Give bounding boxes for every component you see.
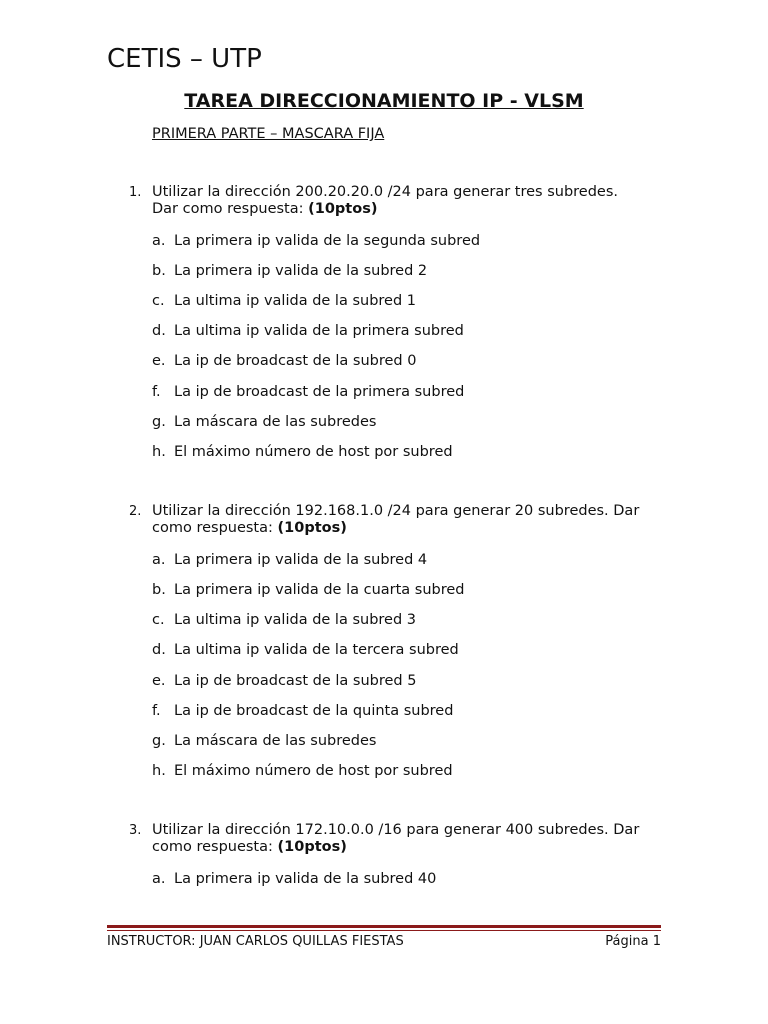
item-text: La primera ip valida de la subred 4 [174, 552, 428, 568]
item-text: La primera ip valida de la segunda subred [174, 233, 481, 249]
item-letter: g. [152, 733, 166, 749]
item-letter: h. [152, 444, 166, 460]
question-line-1: Utilizar la dirección 192.168.1.0 /24 para generar 20 subredes. Dar [152, 503, 640, 519]
item-text: La máscara de las subredes [174, 733, 377, 749]
item-text: La ultima ip valida de la subred 1 [174, 293, 416, 309]
item-letter: f. [152, 384, 161, 400]
item-letter: h. [152, 763, 166, 779]
document-title: TAREA DIRECCIONAMIENTO IP - VLSM [184, 90, 584, 112]
question-line-2: Dar como respuesta: [152, 201, 304, 217]
item-letter: b. [152, 263, 166, 279]
question-line-1: Utilizar la dirección 200.20.20.0 /24 para generar tres subredes. [152, 184, 619, 200]
footer-page-number: Página 1 [605, 934, 661, 949]
item-letter: a. [152, 871, 166, 887]
item-text: La ultima ip valida de la tercera subred [174, 642, 459, 658]
item-letter: e. [152, 353, 166, 369]
item-text: La ultima ip valida de la subred 3 [174, 612, 416, 628]
item-letter: a. [152, 233, 166, 249]
item-letter: a. [152, 552, 166, 568]
item-text: La máscara de las subredes [174, 414, 377, 430]
item-text: La ip de broadcast de la subred 0 [174, 353, 417, 369]
question-text [152, 822, 672, 856]
item-text: La ip de broadcast de la subred 5 [174, 673, 417, 689]
item-letter: c. [152, 612, 165, 628]
question-line-2: como respuesta: [152, 520, 278, 536]
footer-rule-thin [107, 930, 661, 931]
header-title: CETIS – UTP [107, 44, 262, 74]
item-text: La primera ip valida de la subred 2 [174, 263, 428, 279]
item-letter: e. [152, 673, 166, 689]
item-letter: c. [152, 293, 165, 309]
item-letter: g. [152, 414, 166, 430]
item-text: La primera ip valida de la subred 40 [174, 871, 437, 887]
question-text [152, 184, 672, 218]
item-text: La ip de broadcast de la primera subred [174, 384, 465, 400]
question-number: 2. [129, 504, 142, 519]
item-text: La ultima ip valida de la primera subred [174, 323, 464, 339]
footer-instructor: INSTRUCTOR: JUAN CARLOS QUILLAS FIESTAS [107, 934, 404, 949]
item-text: El máximo número de host por subred [174, 763, 453, 779]
question-points: (10ptos) [277, 839, 347, 855]
footer-rule-thick [107, 925, 661, 928]
question-number: 3. [129, 823, 142, 838]
item-letter: d. [152, 323, 166, 339]
item-letter: d. [152, 642, 166, 658]
question-line-1: Utilizar la dirección 172.10.0.0 /16 para generar 400 subredes. Dar [152, 822, 640, 838]
section-title: PRIMERA PARTE – MASCARA FIJA [152, 126, 385, 142]
item-letter: b. [152, 582, 166, 598]
item-text: La ip de broadcast de la quinta subred [174, 703, 454, 719]
question-text [152, 503, 672, 537]
question-points: (10ptos) [277, 520, 347, 536]
item-text: La primera ip valida de la cuarta subred [174, 582, 465, 598]
item-letter: f. [152, 703, 161, 719]
question-points: (10ptos) [308, 201, 378, 217]
item-text: El máximo número de host por subred [174, 444, 453, 460]
question-line-2: como respuesta: [152, 839, 278, 855]
question-number: 1. [129, 185, 142, 200]
